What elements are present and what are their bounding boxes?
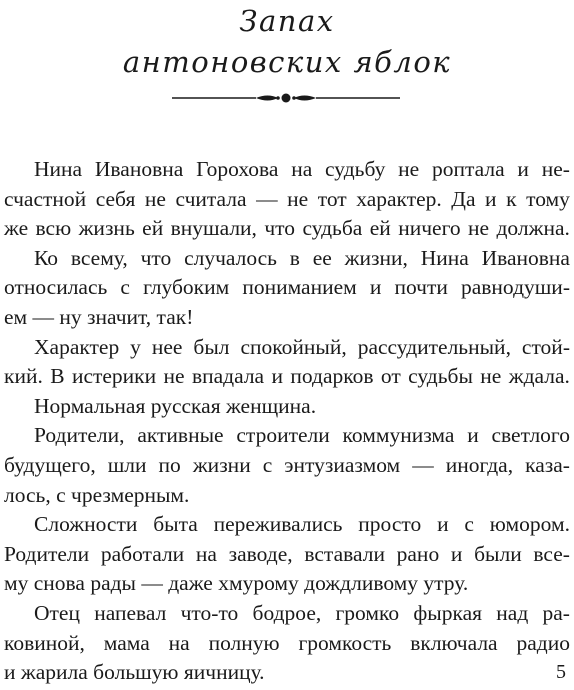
text-line: Нина Ивановна Горохова на судьбу не роптала и не-: [34, 157, 570, 181]
text-line: Родители работали на заводе, вставали рано и были все-: [4, 541, 570, 566]
text-line: будущего, шли по жизни с энтузиазмом — иногда, каза-: [4, 453, 570, 477]
text-line: счастной себя не считала — не тот характер. Да и к тому: [4, 186, 570, 211]
text-line: Нормальная русская женщина.: [34, 393, 317, 418]
text-line: лось, с чрезмерным.: [4, 482, 190, 507]
chapter-title-line-1: Запах: [239, 4, 335, 38]
text-line: же всю жизнь ей внушали, что судьба ей ничего не должна.: [4, 216, 570, 241]
text-line: и жарила большую яичницу.: [4, 660, 265, 685]
text-line: Родители, активные строители коммунизма и светлого: [34, 423, 570, 448]
text-line: Сложности быта переживались просто и с юмором.: [34, 512, 570, 537]
text-line: Характер у нее был спокойный, рассудительный, стой-: [34, 334, 570, 359]
page-number: 5: [556, 661, 566, 683]
text-line: му снова рады — даже хмурому дождливому утру.: [4, 571, 469, 596]
text-line: Отец напевал что-то бодрое, громко фыркая над ра-: [34, 601, 570, 625]
flourish-divider-icon: [172, 88, 400, 108]
text-line: кий. В истерики не впадала и подарков от судьбы не ждала.: [4, 364, 570, 389]
text-line: ем — ну значит, так!: [4, 305, 194, 329]
text-line: относилась с глубоким пониманием и почти равнодуши-: [4, 275, 570, 300]
text-line: ковиной, мама на полную громкость включала радио: [4, 630, 570, 655]
chapter-title-line-2: антоновских яблок: [122, 45, 452, 79]
text-line: Ко всему, что случалось в ее жизни, Нина Ивановна: [34, 245, 570, 270]
